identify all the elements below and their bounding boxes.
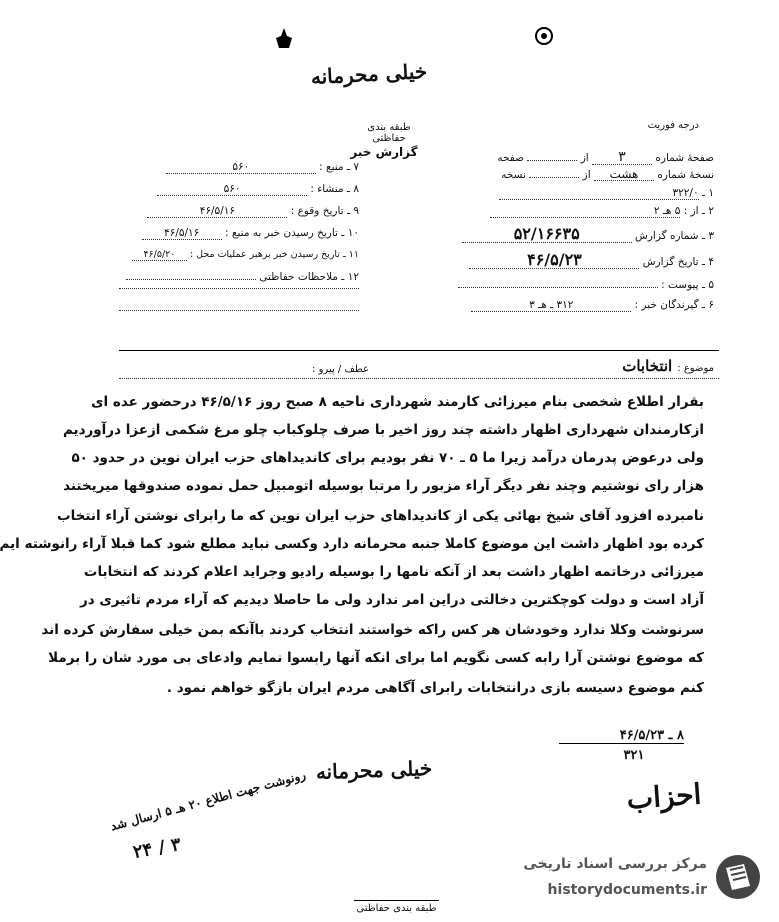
reference-label: عطف / پیرو : <box>312 364 369 375</box>
field-date-occurred: ۹ ـ تاریخ وقوع : ۴۶/۵/۱۶ <box>119 206 359 218</box>
handwritten-note: ۳ / ۲۴ <box>131 833 183 864</box>
classification-label: طبقه بندی حفاظتی <box>367 122 411 144</box>
body-line: که موضوع نوشتن آرا رابه کسی نگویم اما برای انکه آنها رابسوا نمایم وادعای بی مورد شان را برملا <box>48 650 704 666</box>
watermark <box>499 848 767 914</box>
bottom-classification-label: طبقه بندی حفاظتی <box>354 900 439 914</box>
body-line: سرنوشت وکلا ندارد وخودشان هر کس راکه خواستند انتخاب کردند باآنکه بمن خیلی سفارش کرده اند <box>41 622 704 638</box>
field-value: ۵۶۰ <box>157 184 307 196</box>
body-line: آزاد است و دولت کوچکترین دخالتی دراین امر ندارد ولی ما حاصلا دیدیم که آراء مردم تاثیری در <box>79 592 704 608</box>
field-value: ۳۱۲ ـ هـ ۳ <box>471 300 631 312</box>
body-line: کرده بود اظهار داشت این موضوع کاملا جنبه محرمانه دارد وکسی نباید مطلع شود کما قبلا آراء رانوشته ایم <box>0 536 704 552</box>
watermark-url: historydocuments.ir <box>547 882 707 898</box>
field-source: ۷ ـ منبع : ۵۶۰ <box>119 162 359 174</box>
field-recipients: ۶ ـ گیرندگان خبر : ۳۱۲ ـ هـ ۳ <box>429 300 714 312</box>
body-line: ولی درعوض پدرمان درآمد زیرا ما ۵ ـ ۷۰ نفر بودیم برای کاندیداهای حزب ایران نوین در حدود ۵۰ <box>71 450 704 466</box>
urgency-label: درجه فوریت <box>647 120 699 131</box>
field-value: ۴۶/۵/۱۶ <box>142 228 222 240</box>
field-value: ۵۲/۱۶۶۳۵ <box>462 226 632 243</box>
field-date-received-operation: ۱۱ ـ تاریخ رسیدن خبر برهبر عملیات محل : ۴۶/۵/۲۰ <box>119 250 359 261</box>
body-line: هزار رای نوشتیم وچند نفر دیگر آراء مزبور را مرتبا بوسیله اتومبیل حمل نموده صندوقها میریختند <box>63 478 704 494</box>
body-line: نامبرده افزود آقای شیخ بهائی یکی از کاندیداهای حزب ایران نوین که ما رابرای نوشتن آراء انتخاب <box>57 508 704 524</box>
watermark-title: مرکز بررسی اسناد تاریخی <box>523 856 707 872</box>
field-value: ۳۲۲/۰ <box>499 188 699 200</box>
field-value: ۵ هـ ۲ <box>490 206 680 218</box>
body-line: بقرار اطلاع شخصی بنام میرزائی کارمند شهرداری ناحیه ۸ صبح روز ۴۶/۵/۱۶ درحضور عده ای <box>91 394 704 410</box>
report-title: گزارش خبر <box>350 145 418 159</box>
field-value: ۴۶/۵/۲۰ <box>132 250 187 261</box>
field-page-number: صفحهٔ شماره ۳ از صفحه <box>497 149 714 165</box>
field-value: ۴۶/۵/۲۳ <box>469 252 639 269</box>
field-attachment: ۵ ـ پیوست : <box>429 280 714 291</box>
party-label: احزاب <box>625 777 703 816</box>
reference-number: ۸ ـ ۴۶/۵/۲۳ <box>559 728 684 744</box>
subject-label: موضوع : <box>677 363 714 374</box>
reference-number-2: ۳۲۱ <box>623 748 645 763</box>
field-copy-number: نسخهٔ شماره هشت از نسخه <box>501 167 714 181</box>
field-security-notes: ۱۲ ـ ملاحظات حفاظتی <box>119 272 359 283</box>
field-1: ۱ ـ ۳۲۲/۰ <box>429 188 714 200</box>
field-report-date: ۴ ـ تاریخ گزارش ۴۶/۵/۲۳ <box>429 252 714 269</box>
top-classification-stamp: خیلی محرمانه <box>310 58 428 90</box>
logo-icon <box>713 852 763 902</box>
field-value: ۵۶۰ <box>166 162 316 174</box>
field-report-number: ۳ ـ شماره گزارش ۵۲/۱۶۶۳۵ <box>429 226 714 243</box>
handwritten-note: رونوشت جهت اطلاع ۲۰ هـ ۵ ارسال شد <box>109 767 308 834</box>
body-line: کنم موضوع دسیسه بازی درانتخابات رابرای آگاهی مردم ایران بازگو خواهم نمود . <box>166 680 704 696</box>
field-value: هشت <box>594 168 654 181</box>
field-origin: ۸ ـ منشاء : ۵۶۰ <box>119 184 359 196</box>
bottom-classification-stamp: خیلی محرمانه <box>315 755 433 785</box>
field-date-received-source: ۱۰ ـ تاریخ رسیدن خبر به منبع : ۴۶/۵/۱۶ <box>119 228 359 240</box>
body-line: ازکارمندان شهرداری اظهار داشته چند روز اخیر با صرف چلوکباب چلو مرغ شکمی ازعزا درآوردیم <box>62 422 704 438</box>
body-line: میرزائی درخاتمه اظهار داشت بعد از آنکه نامها را بوسیله رادیو وجراید اعلام کردند که انتخابات <box>83 564 704 580</box>
field-value: ۳ <box>592 150 652 165</box>
field-from: ۲ ـ از : ۵ هـ ۲ <box>429 206 714 218</box>
subject-value: انتخابات <box>622 357 673 375</box>
field-value: ۴۶/۵/۱۶ <box>147 206 287 218</box>
